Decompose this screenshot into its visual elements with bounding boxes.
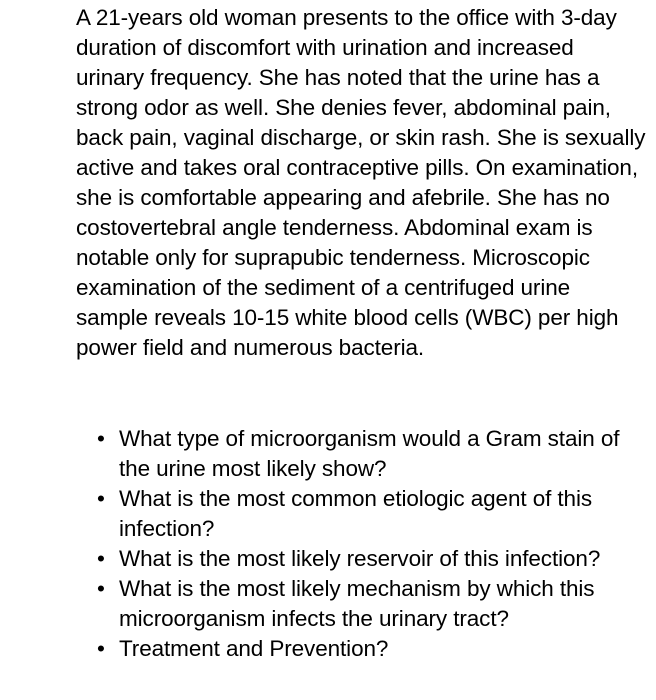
question-text: What is the most likely reservoir of this infection? <box>119 546 601 571</box>
bullet-icon: • <box>97 486 105 511</box>
question-list <box>97 424 637 664</box>
question-text: What is the most common etiologic agent of this infection? <box>119 486 593 541</box>
bullet-icon: • <box>97 636 105 661</box>
question-item <box>97 574 637 634</box>
case-paragraph: A 21-years old woman presents to the office with 3-day duration of discomfort with urination and increased urinary frequency. She has noted that the urine has a strong odor as well. She denies fever, abdominal pain, back pain, vaginal discharge, or skin rash. She is sexually active and takes oral contraceptive pills. On examination, she is comfortable appearing and afebrile. She has no costovertebral angle tenderness. Abdominal exam is notable only for suprapubic tenderness. Microscopic examination of the sediment of a centrifuged urine sample reveals 10-15 white blood cells (WBC) per high power field and numerous bacteria. <box>76 5 646 360</box>
bullet-icon: • <box>97 426 105 451</box>
bullet-icon: • <box>97 576 105 601</box>
question-text: Treatment and Prevention? <box>119 636 389 661</box>
question-item <box>97 634 637 664</box>
question-item <box>97 484 637 544</box>
question-text: What type of microorganism would a Gram stain of the urine most likely show? <box>119 426 620 481</box>
question-item <box>97 544 637 574</box>
bullet-icon: • <box>97 546 105 571</box>
question-text: What is the most likely mechanism by which this microorganism infects the urinary tract? <box>119 576 595 631</box>
question-item <box>97 424 637 484</box>
